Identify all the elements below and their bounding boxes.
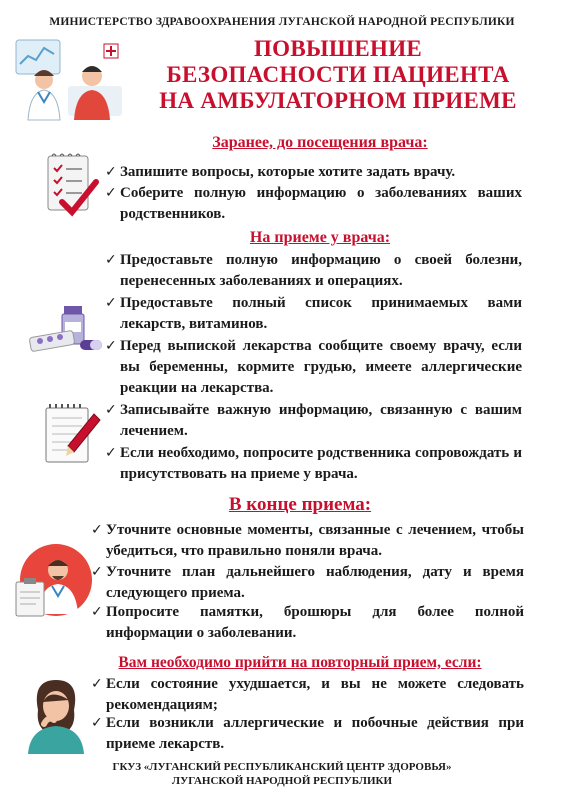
title-line-2: БЕЗОПАСНОСТИ ПАЦИЕНТА <box>166 62 510 87</box>
check-icon: ✓ <box>91 564 103 580</box>
list-item: ✓ Предоставьте полную информацию о своей болезни, перенесенных заболеваниях и операциях. <box>105 252 522 289</box>
checklist-icon <box>42 152 100 218</box>
section-heading-at-visit: На приеме у врача: <box>249 229 391 246</box>
list-item: ✓ Попросите памятки, брошюры для более полной информации о заболевании. <box>91 604 524 641</box>
section-heading-end-of-visit: В конце приема: <box>228 494 372 515</box>
list-item: ✓ Если необходимо, попросите родственника сопровождать и присутствовать на приеме у врача. <box>105 445 522 482</box>
list-item: ✓ Уточните план дальнейшего наблюдения, дату и время следующего приема. <box>91 564 524 601</box>
list-item: ✓ Записывайте важную информацию, связанную с вашим лечением. <box>105 402 522 439</box>
list-item: ✓ Соберите полную информацию о заболеваниях ваших родственников. <box>105 185 522 222</box>
footer-line-1: ГКУЗ «ЛУГАНСКИЙ РЕСПУБЛИКАНСКИЙ ЦЕНТР ЗДОРОВЬЯ» <box>112 761 452 773</box>
medicine-icon <box>24 304 106 358</box>
footer <box>0 760 564 788</box>
section-heading-repeat-visit: Вам необходимо прийти на повторный прием, если: <box>118 654 482 671</box>
check-icon: ✓ <box>105 185 117 201</box>
section-heading-before-visit: Заранее, до посещения врача: <box>212 134 428 151</box>
check-icon: ✓ <box>105 295 117 311</box>
list-item: ✓ Если состояние ухудшается, и вы не можете следовать рекомендациям; <box>91 676 524 713</box>
doctor-clipboard-icon <box>12 540 92 620</box>
list-item: ✓ Предоставьте полный список принимаемых вами лекарств, витаминов. <box>105 295 522 332</box>
thinking-woman-icon <box>22 674 90 754</box>
title-line-3: НА АМБУЛАТОРНОМ ПРИЕМЕ <box>159 88 517 113</box>
check-icon: ✓ <box>105 402 117 418</box>
check-icon: ✓ <box>91 604 103 620</box>
check-icon: ✓ <box>105 252 117 268</box>
check-icon: ✓ <box>105 445 117 461</box>
check-icon: ✓ <box>105 164 117 180</box>
check-icon: ✓ <box>105 338 117 354</box>
ministry-header: МИНИСТЕРСТВО ЗДРАВООХРАНЕНИЯ ЛУГАНСКОЙ НАРОДНОЙ РЕСПУБЛИКИ <box>49 16 515 28</box>
list-item: ✓ Перед выпиской лекарства сообщите своему врачу, если вы беременны, кормите грудью, имеете аллергические реакции на лекарства. <box>105 338 522 396</box>
check-icon: ✓ <box>91 676 103 692</box>
doctor-patient-icon <box>14 36 124 122</box>
notepad-pen-icon <box>38 402 102 468</box>
list-item: ✓ Если возникли аллергические и побочные действия при приеме лекарств. <box>91 715 524 752</box>
check-icon: ✓ <box>91 522 103 538</box>
page-title <box>128 36 548 114</box>
list-item: ✓ Уточните основные моменты, связанные с лечением, чтобы убедиться, что правильно поняли врача. <box>91 522 524 559</box>
footer-line-2: ЛУГАНСКОЙ НАРОДНОЙ РЕСПУБЛИКИ <box>171 775 393 787</box>
check-icon: ✓ <box>91 715 103 731</box>
list-item: ✓ Запишите вопросы, которые хотите задать врачу. <box>120 162 522 183</box>
title-line-1: ПОВЫШЕНИЕ <box>253 36 423 61</box>
